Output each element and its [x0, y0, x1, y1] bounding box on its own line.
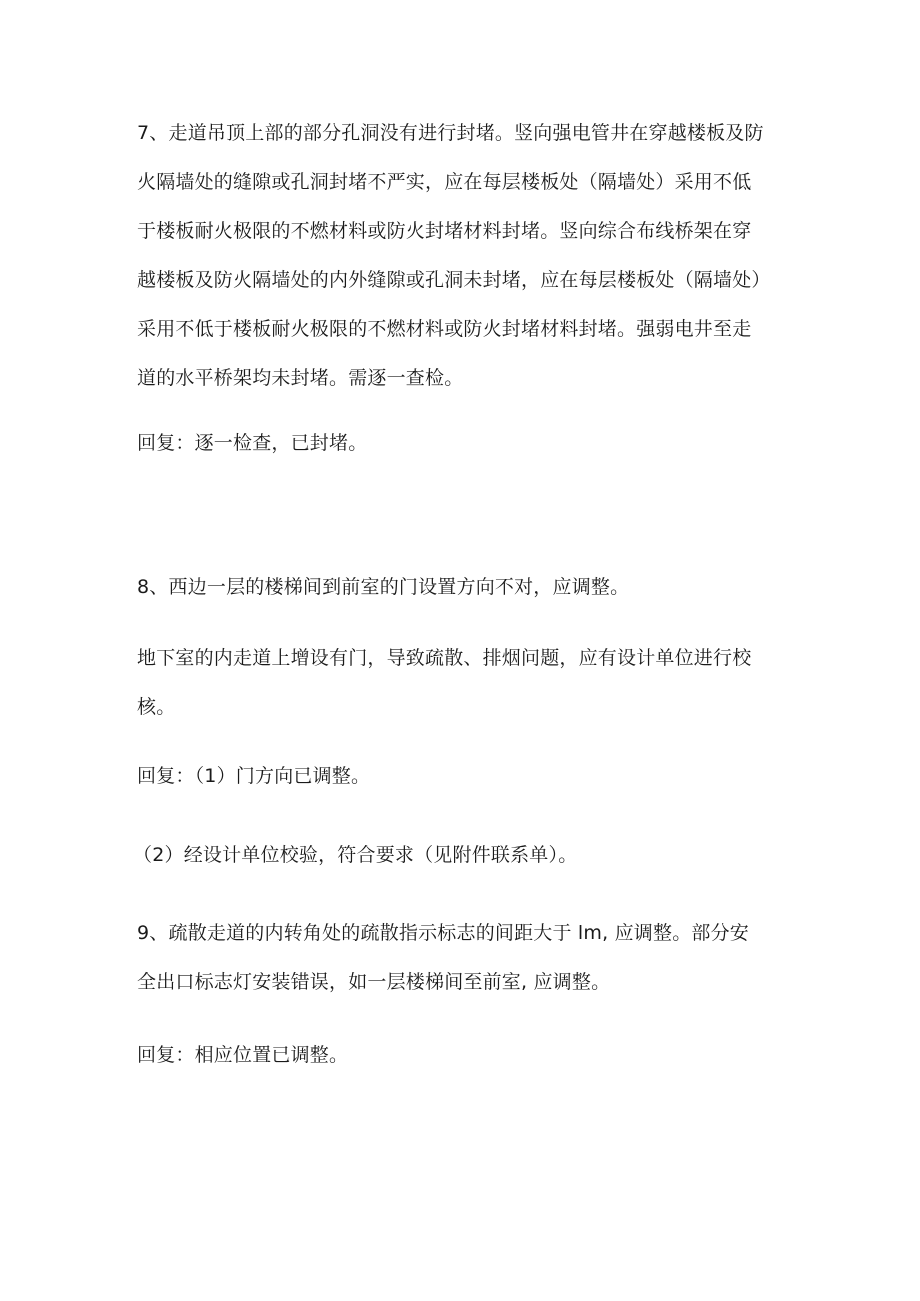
item7-line-3: 于楼板耐火极限的不燃材料或防火封堵材料封堵。竖向综合布线桥架在穿	[137, 220, 752, 242]
item7-line-5: 采用不低于楼板耐火极限的不燃材料或防火封堵材料封堵。强弱电井至走	[137, 318, 752, 340]
item8-reply-2: （2）经设计单位校验，符合要求（见附件联系单）。	[133, 844, 578, 866]
item9-line-2: 全出口标志灯安装错误，如一层楼梯间至前室, 应调整。	[137, 971, 611, 993]
item9-reply: 回复：相应位置已调整。	[137, 1044, 349, 1066]
item8-basement-line-2: 核。	[137, 696, 176, 718]
item7-line-1: 7、走道吊顶上部的部分孔洞没有进行封堵。竖向强电管井在穿越楼板及防	[137, 122, 764, 144]
item7-reply: 回复：逐一检查，已封堵。	[137, 432, 368, 454]
item7-line-4: 越楼板及防火隔墙处的内外缝隙或孔洞未封堵，应在每层楼板处（隔墙处）	[137, 269, 771, 291]
item9-line-1: 9、疏散走道的内转角处的疏散指示标志的间距大于 lm, 应调整。部分安	[137, 922, 749, 944]
item8-basement-line-1: 地下室的内走道上增设有门，导致疏散、排烟问题，应有设计单位进行校	[137, 647, 752, 669]
item7-line-2: 火隔墙处的缝隙或孔洞封堵不严实，应在每层楼板处（隔墙处）采用不低	[137, 171, 752, 193]
item7-line-6: 道的水平桥架均未封堵。需逐一查检。	[137, 367, 464, 389]
item8-heading: 8、西边一层的楼梯间到前室的门设置方向不对，应调整。	[137, 576, 630, 598]
item8-reply-1: 回复：（1）门方向已调整。	[137, 765, 371, 787]
